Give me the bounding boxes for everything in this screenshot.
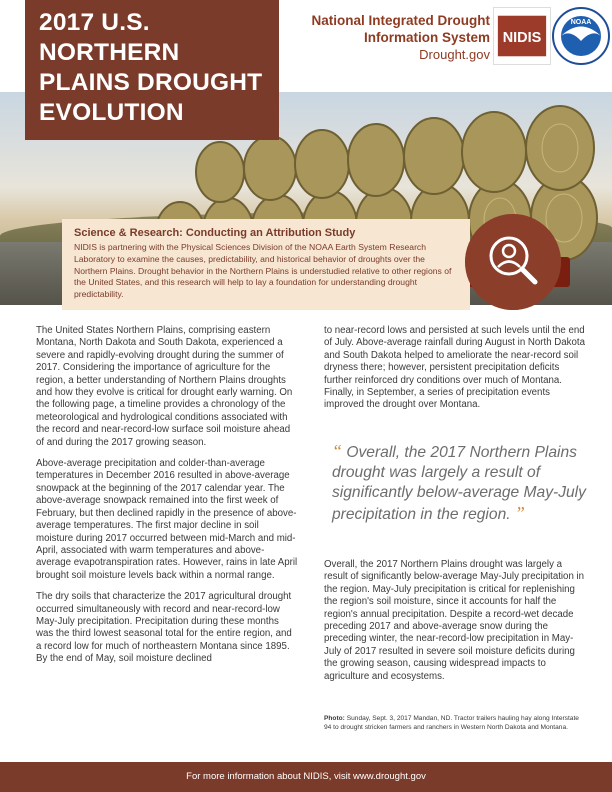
paragraph: The United States Northern Plains, comprising eastern Montana, North Dakota and South Dakota, experienced a severe and rapidly-evolving drought during the summer of 2017. Considering the importance of agriculture for the region, a better understanding of Northern Plains droughts and how they evolve is critical for drought early warning. On the following page, a timeline provides a chronology of the meteorological and hydrological conditions associated with the record and near-record-low surface soil moisture ahead of and during the 2017 growing season. (36, 325, 293, 448)
page-title: 2017 U.S. NORTHERN PLAINS DROUGHT EVOLUTION (39, 9, 263, 126)
noaa-logo-text: NOAA (570, 19, 592, 26)
paragraph: to near-record lows and persisted at such levels until the end of July. Above-average rainfall during August in North Dakota and South Dakota helped to ameliorate the near-record soil dryness there; however, persistent precipitation deficits further reinforced dry conditions over much of Montana. Finally, in September, a series of precipitation events improved the drought over Montana. (324, 325, 585, 411)
pull-quote-text: Overall, the 2017 Northern Plains drought was largely a result of significantly below-average May-July precipitation in the region. (332, 444, 586, 523)
paragraph: Overall, the 2017 Northern Plains drought was largely a result of significantly below-average May-July precipitation in the region. May-July precipitation is critical for replenishing the region's soil moisture, since it accounts for half the region's annual precipitation. Despite a record-wet decade preceding 2017 and above-average snow during the preceding winter, the near-record-low precipitation in May-July of 2017 resulted in severe soil moisture deficits during the growing season, causing widespread impacts to agriculture and ecosystems. (324, 559, 585, 682)
paragraph: Above-average precipitation and colder-than-average temperatures in December 2016 resulted in above-average snowpack at the beginning of the 2017 calendar year. The above-average snowpack remained into the first week of February, but then declined rapidly in the presence of above-average temperatures. The first major decline in soil moisture during 2017 occurred between mid-March and mid-April, associated with warm temperatures and above-average evapotranspiration rates. However, rains in late April brought soil moisture levels back within a normal range. (36, 458, 298, 581)
caption-label: Photo: (324, 715, 345, 722)
footer (0, 762, 612, 792)
left-column (36, 325, 298, 675)
photo-caption (324, 715, 586, 732)
science-callout (62, 219, 470, 310)
callout-text: NIDIS is partnering with the Physical Sciences Division of the NOAA Earth System Research Laboratory to examine the causes, predictability, and historical behavior of droughts over the Northern Plains. Drought behavior in the Northern Plains is understudied relative to other regions of the United States, and this research will help to lay a foundation for understanding drought predictability. (74, 242, 452, 300)
title-box (25, 0, 279, 140)
magnifier-person-icon (465, 214, 561, 310)
nidis-logo-text: NIDIS (502, 29, 542, 46)
org-name-line2: Information System (363, 30, 490, 45)
footer-text[interactable]: For more information about NIDIS, visit www.drought.gov (186, 771, 426, 782)
org-website[interactable]: Drought.gov (419, 47, 490, 62)
right-column (324, 325, 586, 421)
close-quote-mark: ” (514, 503, 525, 523)
caption-text: Sunday, Sept. 3, 2017 Mandan, ND. Tractor trailers hauling hay along Interstate 94 to drought stricken farmers and ranchers in Western North Dakota and Montana. (324, 715, 579, 731)
org-name (290, 12, 490, 63)
right-column-lower (324, 559, 586, 692)
noaa-logo (552, 7, 610, 65)
paragraph: The dry soils that characterize the 2017 agricultural drought occurred simultaneously with record and near-record-low May-July precipitation. Precipitation during these months was the third lowest seasonal total for the entire region, and a record low for much of northeastern Montana since 1895. By the end of May, soil moisture declined (36, 591, 292, 665)
open-quote-mark: “ (332, 441, 343, 461)
callout-heading: Science & Research: Conducting an Attribution Study (74, 227, 356, 239)
org-name-line1: National Integrated Drought (311, 13, 490, 28)
pull-quote (332, 441, 587, 525)
nidis-logo (493, 7, 551, 65)
